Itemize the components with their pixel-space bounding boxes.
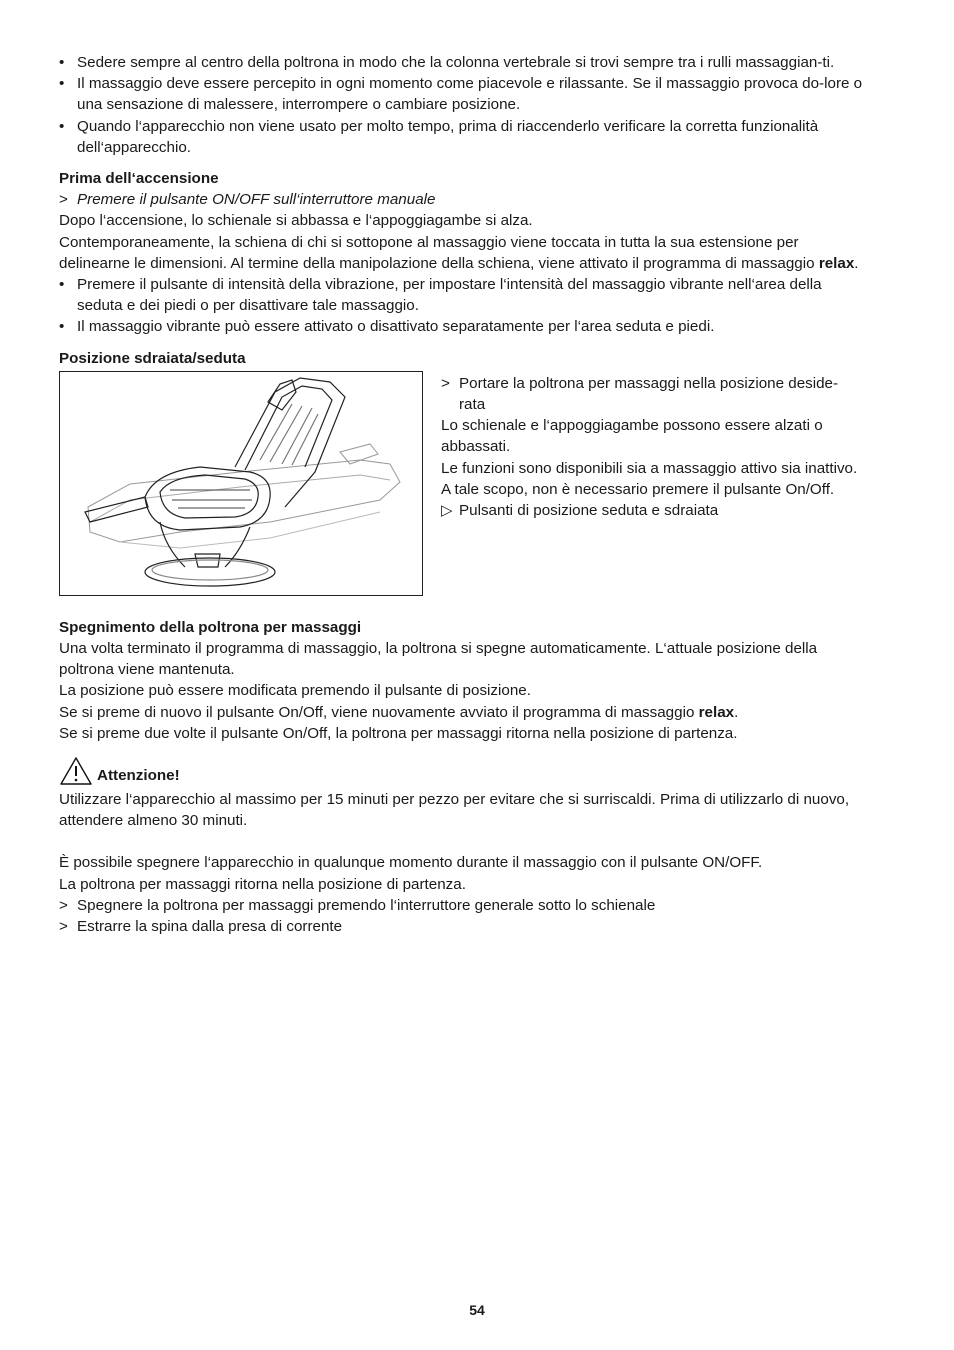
prima-bullet-2: • Il massaggio vibrante può essere attivato o disattivato separatamente per l‘area seduta e piedi. [59,316,864,337]
attenzione-paragraph-2: È possibile spegnere l‘apparecchio in qualunque momento durante il massaggio con il pulsante ON/OFF. [59,854,763,872]
posizione-reference-text: Pulsanti di posizione seduta e sdraiata [459,502,719,520]
triangle-right-icon: ▷ [441,502,453,520]
prima-bullet-1: • Premere il pulsante di intensità della vibrazione, per impostare l‘intensità del massaggio vibrante nell‘area della seduta e dei piedi o per disattivare tale massaggio. [59,274,864,316]
attenzione-step-2: > Estrarre la spina dalla presa di corrente [59,918,343,936]
attenzione-paragraph-1: Utilizzare l‘apparecchio al massimo per 15 minuti per pezzo per evitare che si surriscaldi. Prima di utilizzarlo di nuovo, attendere almeno 30 minuti. [59,791,850,830]
posizione-text [441,371,864,596]
spegnimento-paragraph-4: Se si preme due volte il pulsante On/Off, la poltrona per massaggi ritorna nella posizione di partenza. [59,724,738,742]
prima-paragraph-2-text: Contemporaneamente, la schiena di chi si sottopone al massaggio viene toccata in tutta la sua estensione per delinearne le dimensioni. Al termine della manipolazione della schiena, viene attivato il programma di massaggio [59,233,815,272]
posizione-row [59,371,864,596]
posizione-paragraph-2: Le funzioni sono disponibili sia a massaggio attivo sia inattivo. [441,459,858,477]
relax-keyword: relax [698,703,735,721]
section-heading-posizione: Posizione sdraiata/seduta [59,349,246,367]
page-number: 54 [469,1302,485,1318]
spegnimento-paragraph-3-text: Se si preme di nuovo il pulsante On/Off, viene nuovamente avviato il programma di massaggio [59,703,695,721]
posizione-paragraph-3: A tale scopo, non è necessario premere il pulsante On/Off. [441,480,835,498]
prima-paragraph-2 [59,232,864,274]
attenzione-step-1-text: Spegnere la poltrona per massaggi premendo l‘interruttore generale sotto lo schienale [77,896,656,914]
document-page [59,52,864,937]
spegnimento-paragraph-1: Una volta terminato il programma di massaggio, la poltrona si spegne automaticamente. L‘attuale posizione della poltrona viene mantenuta. [59,640,818,679]
spegnimento-paragraph-3 [59,702,864,723]
warning-heading: Attenzione! [97,766,180,784]
massage-chair-illustration [59,371,423,596]
posizione-paragraph-1: Lo schienale e l‘appoggiagambe possono essere alzati o abbassati. [441,417,823,456]
attenzione-step-2-text: Estrarre la spina dalla presa di corrente [77,918,343,936]
attenzione-paragraph-3: La poltrona per massaggi ritorna nella posizione di partenza. [59,875,466,893]
attenzione-step-1: > Spegnere la poltrona per massaggi premendo l‘interruttore generale sotto lo schienale [59,896,656,914]
posizione-step: > Portare la poltrona per massaggi nella posizione deside-rata [441,374,839,414]
massage-chair-drawing [60,372,422,595]
warning-heading-row [59,756,864,786]
spegnimento-paragraph-3-end: . [734,703,739,721]
relax-keyword: relax [818,254,855,272]
prima-step-text: Premere il pulsante ON/OFF sull‘interruttore manuale [77,191,436,209]
spegnimento-paragraph-2: La posizione può essere modificata premendo il pulsante di posizione. [59,682,531,700]
warning-triangle-icon [59,756,93,786]
prima-step: > Premere il pulsante ON/OFF sull‘interruttore manuale [59,191,436,209]
section-heading-spegnimento: Spegnimento della poltrona per massaggi [59,618,362,636]
posizione-step-text: Portare la poltrona per massaggi nella posizione deside-rata [459,374,839,414]
prima-paragraph-1: Dopo l‘accensione, lo schienale si abbassa e l‘appoggiagambe si alza. [59,212,533,230]
intro-bullet-1: • Sedere sempre al centro della poltrona in modo che la colonna vertebrale si trovi sempre tra i rulli massaggian-ti. [59,52,864,73]
intro-bullet-3: • Quando l‘apparecchio non viene usato per molto tempo, prima di riaccenderlo verificare la corretta funzionalità dell‘apparecchio. [59,116,864,158]
intro-bullet-2: • Il massaggio deve essere percepito in ogni momento come piacevole e rilassante. Se il massaggio provoca do-lore o una sensazione di malessere, interrompere o cambiare posizione. [59,73,864,115]
section-heading-prima: Prima dell‘accensione [59,170,219,188]
posizione-reference [441,500,864,521]
prima-paragraph-2-end: . [854,254,859,272]
